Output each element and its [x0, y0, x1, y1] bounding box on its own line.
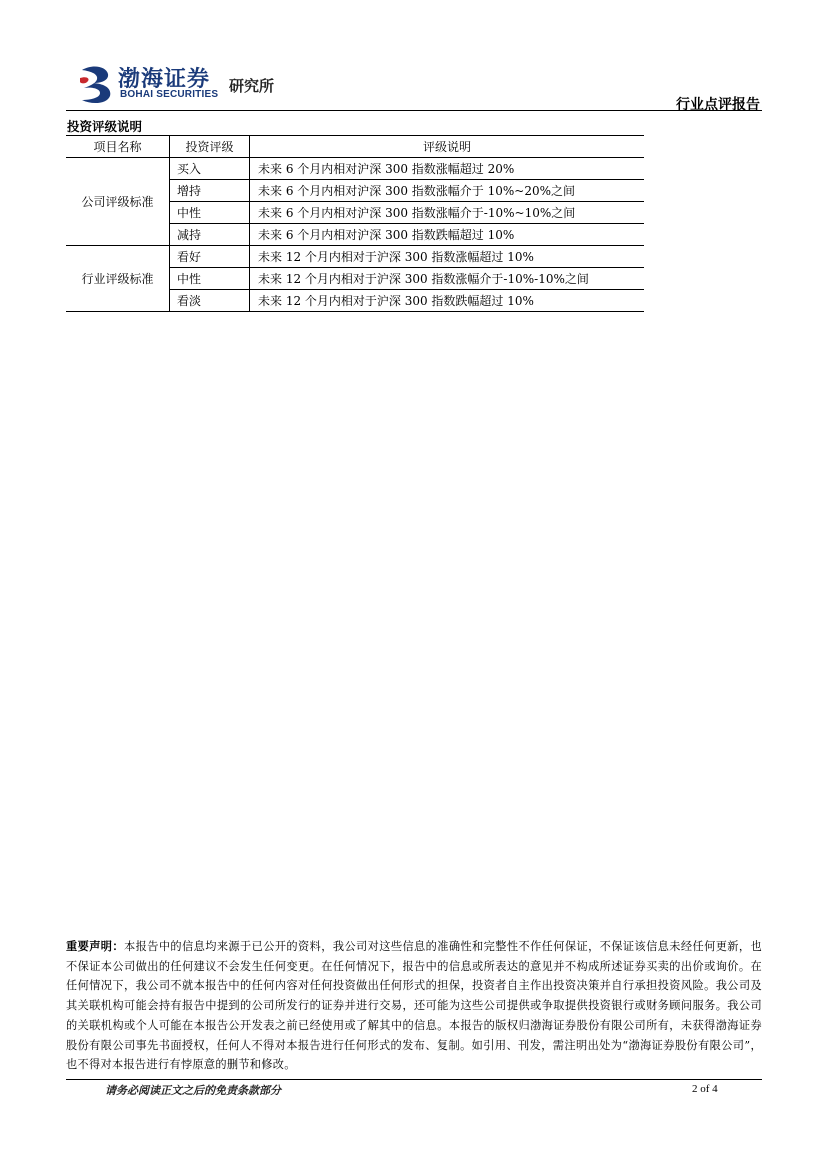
company-rating-label: 公司评级标准 [66, 158, 170, 246]
footer-note: 请务必阅读正文之后的免责条款部分 [105, 1084, 281, 1097]
rating-cell: 买入 [170, 158, 250, 180]
rating-table [66, 135, 644, 312]
header-description: 评级说明 [250, 136, 645, 158]
description-cell: 未来 12 个月内相对于沪深 300 指数涨幅超过 10% [250, 246, 645, 268]
footer-divider [66, 1079, 762, 1080]
description-cell: 未来 12 个月内相对于沪深 300 指数跌幅超过 10% [250, 290, 645, 312]
table-row [66, 158, 644, 180]
description-cell: 未来 6 个月内相对沪深 300 指数涨幅超过 20% [250, 158, 645, 180]
report-type-label: 行业点评报告 [676, 97, 760, 113]
table-header-row [66, 136, 644, 158]
page-number: 2 of 4 [692, 1083, 718, 1095]
header-rating: 投资评级 [170, 136, 250, 158]
logo-english-name: BOHAI SECURITIES [120, 89, 219, 100]
rating-cell: 中性 [170, 268, 250, 290]
description-cell: 未来 6 个月内相对沪深 300 指数涨幅介于 10%~20%之间 [250, 180, 645, 202]
disclaimer-paragraph [66, 937, 762, 1075]
industry-rating-label: 行业评级标准 [66, 246, 170, 312]
description-cell: 未来 6 个月内相对沪深 300 指数涨幅介于-10%~10%之间 [250, 202, 645, 224]
rating-cell: 中性 [170, 202, 250, 224]
header-divider [66, 110, 762, 111]
description-cell: 未来 12 个月内相对于沪深 300 指数涨幅介于-10%-10%之间 [250, 268, 645, 290]
rating-cell: 增持 [170, 180, 250, 202]
header-item-name: 项目名称 [66, 136, 170, 158]
section-title: 投资评级说明 [67, 119, 143, 134]
logo-chinese-name: 渤海证券 [118, 66, 211, 92]
page-header [66, 62, 762, 112]
description-cell: 未来 6 个月内相对沪深 300 指数跌幅超过 10% [250, 224, 645, 246]
disclaimer-lead: 重要声明： [66, 939, 125, 953]
table-row [66, 246, 644, 268]
rating-cell: 看好 [170, 246, 250, 268]
rating-cell: 减持 [170, 224, 250, 246]
rating-cell: 看淡 [170, 290, 250, 312]
institute-label: 研究所 [229, 77, 275, 95]
disclaimer-body: 本报告中的信息均来源于已公开的资料，我公司对这些信息的准确性和完整性不作任何保证，不保证该信息未经任何更新，也不保证本公司做出的任何建议不会发生任何变更。在任何情况下，报告中的信息或所表达的意见并不构成所述证券买卖的出价或询价。在任何情况下，我公司不就本报告中的任何内容对任何投资做出任何形式的担保，投资者自主作出投资决策并自行承担投资风险。我公司及其关联机构可能会持有报告中提到的公司所发行的证券并进行交易，还可能为这些公司提供或争取提供投资银行或财务顾问服务。我公司的关联机构或个人可能在本报告公开发表之前已经使用或了解其中的信息。本报告的版权归渤海证券股份有限公司所有，未获得渤海证券股份有限公司事先书面授权，任何人不得对本报告进行任何形式的发布、复制。如引用、刊发，需注明出处为“渤海证券股份有限公司”，也不得对本报告进行有悖原意的删节和修改。 [66, 940, 762, 1072]
bohai-logo-icon [78, 64, 114, 104]
